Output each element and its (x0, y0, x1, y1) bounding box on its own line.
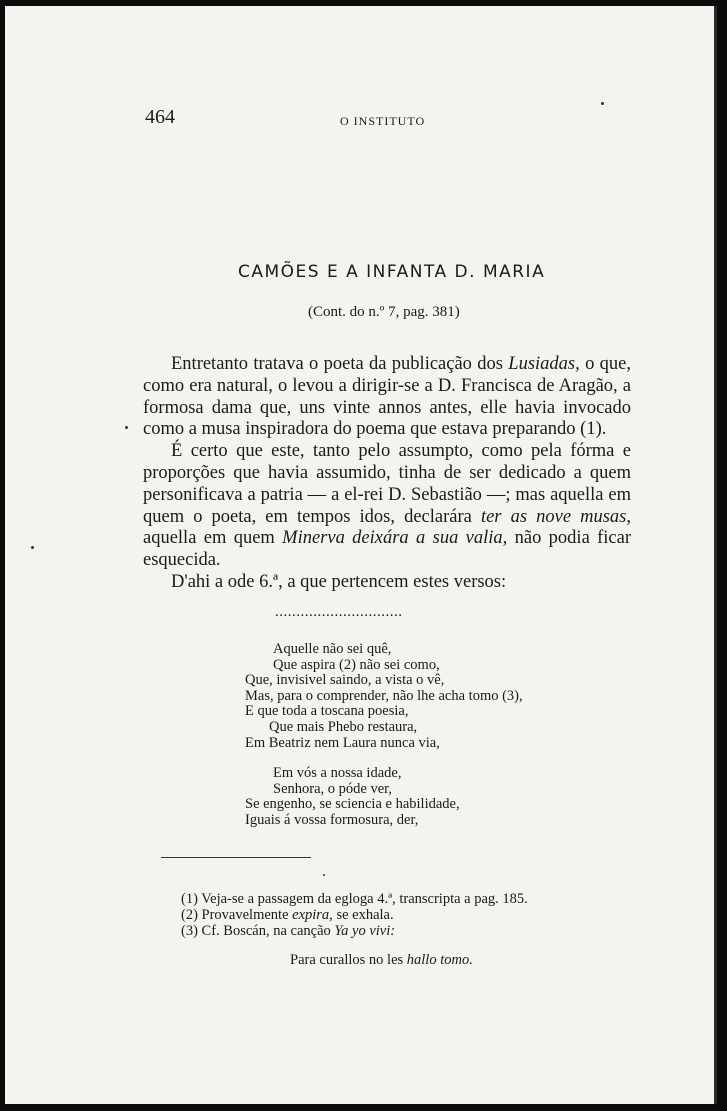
verse-line: Que mais Phebo restaura, (269, 718, 418, 735)
dotted-ellipsis-line: .............................. (275, 604, 403, 620)
footnotes (181, 891, 528, 939)
footnote-2-text-a: (2) Provavelmente (181, 907, 293, 923)
verse-line: Em Beatriz nem Laura nunca via, (245, 734, 440, 751)
footnote-2-text-b: se exhala. (332, 907, 394, 923)
verse-line: Senhora, o póde ver, (273, 780, 393, 797)
paragraph-1-text-a: Entretanto tratava o poeta da publicação dos (171, 354, 509, 374)
footnote-2 (181, 907, 528, 923)
nove-musas-italic: ter as nove musas, (480, 506, 632, 527)
ink-speck (125, 426, 128, 429)
paragraph-3: D'ahi a ode 6.ª, a que pertencem estes versos: (171, 571, 507, 592)
expira-italic: expira, (292, 907, 333, 923)
verse-line: Que, invisivel saindo, a vista o vê, (245, 672, 445, 689)
footnote-rule (161, 857, 311, 858)
ink-speck (601, 102, 604, 105)
paragraph-2 (143, 441, 631, 572)
verse-line: Iguais á vossa formosura, der, (245, 811, 419, 828)
running-head: O INSTITUTO (340, 114, 426, 128)
footnote-quote-text: Para curallos no les (290, 952, 407, 968)
footnote-3 (181, 923, 528, 939)
verse-stanza-1 (245, 642, 523, 751)
paragraph-2-text-b: aquella em quem (143, 528, 283, 549)
paragraph-2-text-c: não podia ficar esquecida. (143, 528, 632, 571)
verse-stanza-2 (245, 766, 460, 828)
book-page (5, 6, 717, 1104)
verse-line: Se engenho, se sciencia e habilidade, (245, 796, 460, 813)
lusiadas-italic: Lusiadas, (508, 354, 580, 374)
body-text (143, 354, 631, 594)
footnote-3-text-a: (3) Cf. Boscán, na canção (181, 923, 335, 939)
paragraph-2-text-a: É certo que este, tanto pelo assumpto, como pela fórma e proporções que havia assumido, tinha de ser dedicado a quem personificava a patria — a el-rei D. Sebastião —; mas aquella em quem o poeta, em tempos idos, declarára (143, 441, 631, 527)
paragraph-1-text-b: o que, como era natural, o levou a dirigir-se a D. Francisca de Aragão, a formosa dama que, uns vinte annos antes, elle havia invocado como a musa inspiradora do poema que estava preparando (1). (143, 354, 631, 440)
continuation-note: (Cont. do n.º 7, pag. 381) (308, 304, 460, 320)
ink-speck (31, 546, 34, 549)
minerva-italic: Minerva deixára a sua valia, (282, 528, 508, 549)
ya-yo-vivi-italic: Ya yo vivi: (334, 923, 396, 939)
verse-line: Que aspira (2) não sei como, (273, 656, 440, 673)
verse-line: E que toda a toscana poesia, (245, 703, 409, 720)
verse-line: Aquelle não sei quê, (273, 641, 392, 657)
footnote-1: (1) Veja-se a passagem da egloga 4.ª, transcripta a pag. 185. (181, 891, 528, 907)
verse-line: Mas, para o comprender, não lhe acha tomo (3), (245, 687, 523, 704)
page-number: 464 (145, 106, 175, 128)
article-title: CAMÕES E A INFANTA D. MARIA (238, 262, 546, 282)
hallo-tomo-italic: hallo tomo. (406, 952, 473, 968)
paragraph-1 (143, 354, 631, 441)
footnote-quote (290, 952, 473, 969)
verse-line: Em vós a nossa idade, (273, 765, 402, 781)
ink-speck (323, 874, 325, 876)
